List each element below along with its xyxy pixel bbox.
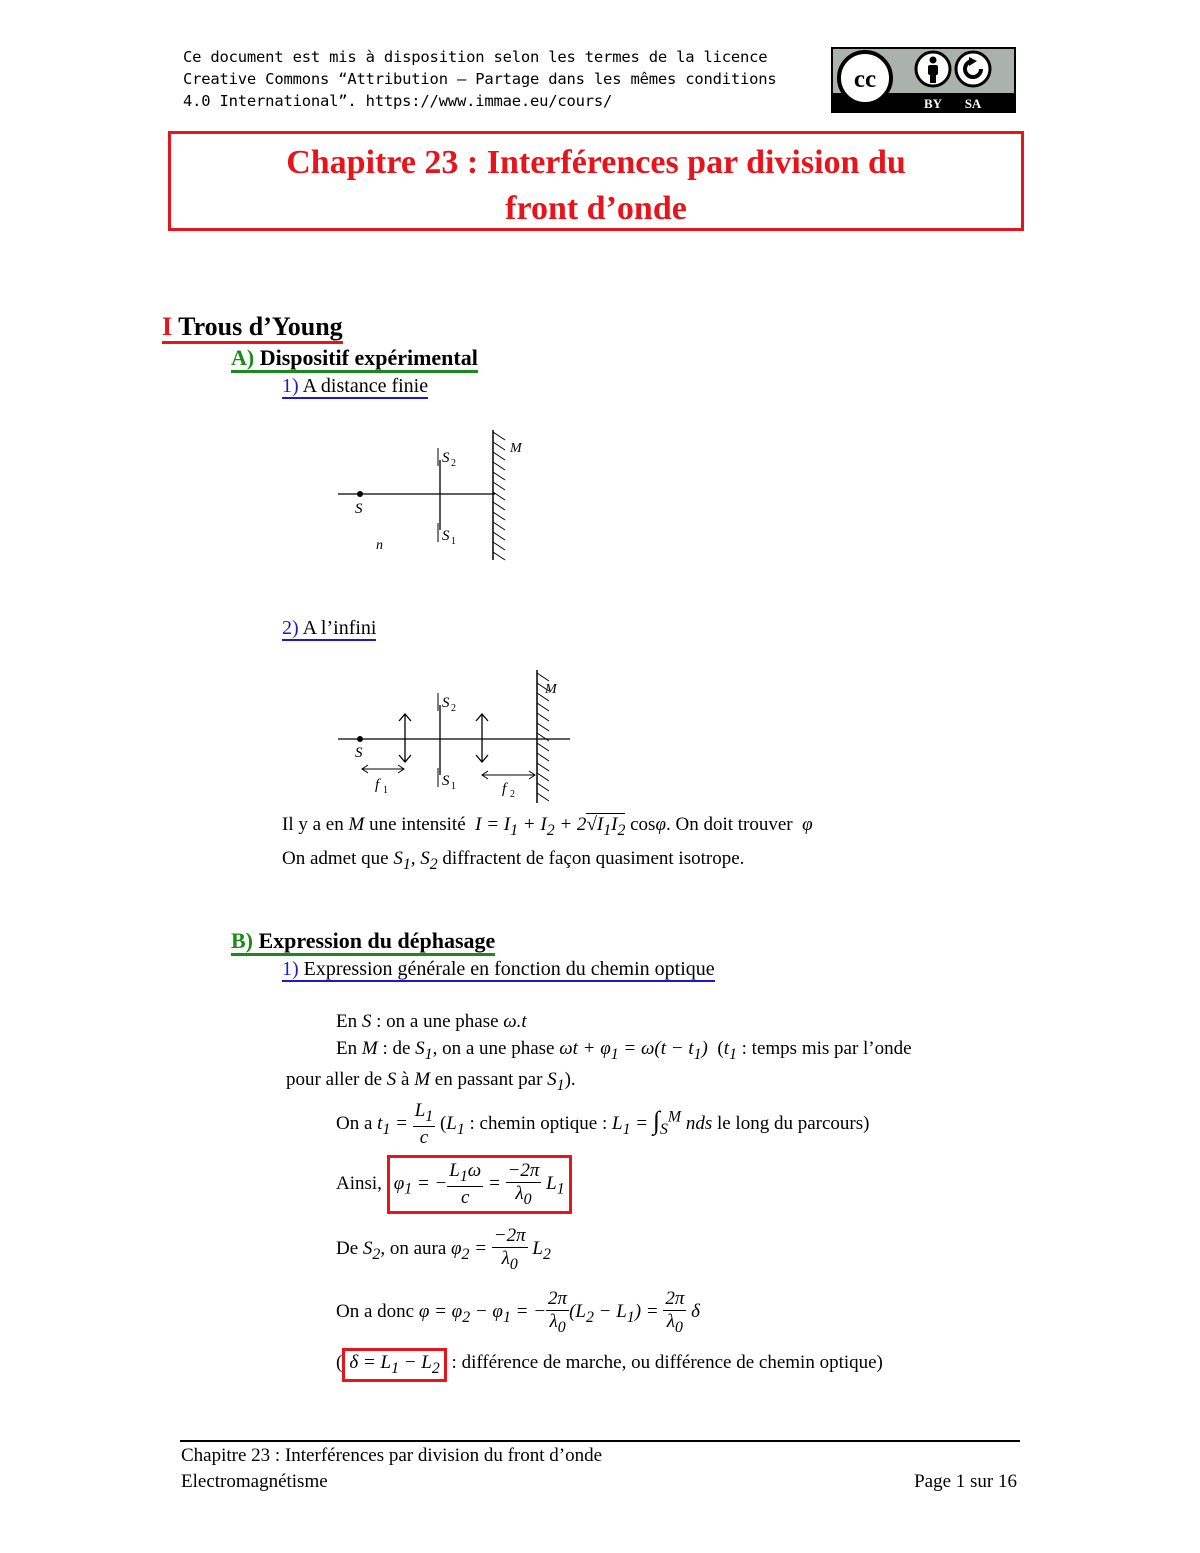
- line-s-b: : on a une phase: [371, 1011, 504, 1032]
- footer-chapter-title: Chapitre 23 : Interférences par division du front d’onde: [181, 1445, 603, 1466]
- sa-share-icon: [956, 52, 990, 86]
- section-1-heading: [162, 312, 343, 342]
- line-t-b: : chemin optique :: [464, 1112, 612, 1134]
- line-s-point: S: [361, 1011, 372, 1032]
- subsection-b1-title: Expression générale en fonction du chemin optique: [303, 958, 715, 980]
- cc-by-sa-badge: [831, 47, 1016, 113]
- fig2-label-s: S: [355, 745, 363, 761]
- line-delta-a: (: [336, 1352, 343, 1373]
- fig2-label-f2-sub: 2: [510, 789, 515, 800]
- fig2-label-m: M: [545, 682, 557, 697]
- para1-point-m: M: [348, 814, 365, 835]
- fig2-label-s2: S: [442, 695, 450, 711]
- phase-at-m-line-2: pour aller de S à M en passant par $S_1$).: [286, 1069, 576, 1094]
- footer-page-number: Page 1 sur 16: [914, 1471, 1017, 1492]
- license-line-3: 4.0 International”. https://www.immae.eu/cours/: [183, 92, 613, 110]
- line-m-a: En: [336, 1038, 362, 1059]
- young-slits-infinite-diagram: [330, 665, 580, 810]
- intensity-formula: $I = I_1 + I_2 + 2√I_1I_2$ cosφ: [470, 814, 666, 839]
- para1-text-a: Il y a en: [282, 814, 349, 835]
- phase-at-m-line: En M : de $S_1$, on a une phase $\omega t + \varphi_1 = \omega(t - t_1)$ ($t_1$ : temps mis par l’onde: [336, 1038, 912, 1063]
- fig2-label-s2-sub: 2: [451, 703, 456, 714]
- footer-subject: Electromagnétisme: [181, 1471, 328, 1492]
- fig1-label-s: S: [355, 501, 363, 517]
- para1-text-b: une intensité: [364, 814, 471, 835]
- line-m-point: M: [361, 1038, 378, 1059]
- section-b-title: Expression du déphasage: [258, 928, 496, 953]
- chapter-title-box: [168, 131, 1024, 231]
- phase-phi1-line: [336, 1155, 572, 1214]
- subsection-a1-heading: [282, 375, 428, 398]
- section-a-title: Dispositif expérimental: [259, 345, 478, 370]
- line-s-a: En: [336, 1011, 362, 1032]
- phase-at-s-line: En S : on a une phase ω.t: [336, 1011, 527, 1032]
- fig2-label-f2: f: [502, 781, 507, 797]
- fig2-label-s1-sub: 1: [451, 781, 456, 792]
- sa-label: SA: [964, 96, 982, 111]
- para2-text-b: diffractent de façon quasiment isotrope.: [437, 848, 745, 869]
- young-slits-finite-diagram: [330, 420, 530, 570]
- section-b-heading: [231, 928, 495, 954]
- intensity-paragraph: Il y a en M une intensité $I = I_1 + I_2 + 2√I_1I_2$ cosφ. On doit trouver φ: [282, 814, 813, 839]
- cc-icon-label: cc: [853, 66, 877, 93]
- line-t-c: le long du parcours): [712, 1112, 870, 1134]
- subsection-a2-heading: [282, 617, 376, 640]
- line-m2-s: S: [386, 1069, 397, 1090]
- fig1-label-s2-sub: 2: [451, 458, 456, 469]
- section-a-number: A): [231, 345, 255, 370]
- fig1-label-m: M: [510, 441, 522, 456]
- chapter-title-line-1: Chapitre 23 : Interférences par division du: [286, 144, 906, 181]
- line-de-b: , on aura: [380, 1237, 452, 1259]
- section-1-title: Trous d’Young: [178, 312, 343, 341]
- line-m-b: : de: [377, 1038, 416, 1059]
- section-a-heading: [231, 345, 478, 371]
- phase-phi2-line: De $S_2$, on aura $\varphi_2$ = $\frac{-2\pi}{\lambda_0}$ $L_2$: [336, 1225, 551, 1273]
- line-de-a: De: [336, 1237, 363, 1259]
- fig2-label-s1: S: [442, 773, 450, 789]
- by-label: BY: [923, 96, 943, 111]
- phase-difference-line: On a donc $\varphi = \varphi_2 - \varphi_1$ = − $\frac{2\pi}{\lambda_0}$ $(L_2 - L_1)$ = $\frac{2\pi}{\lambda_0}$ δ: [336, 1288, 700, 1336]
- line-m2-b: à: [396, 1069, 415, 1090]
- para2-text-a: On admet que: [282, 848, 394, 869]
- subsection-a1-number: 1): [282, 375, 299, 397]
- license-line-2: Creative Commons “Attribution – Partage dans les mêmes conditions: [183, 70, 777, 88]
- fig2-label-f1-sub: 1: [383, 785, 388, 796]
- license-line-1: Ce document est mis à disposition selon les termes de la licence: [183, 48, 768, 66]
- line-m-d: : temps mis par l’onde: [736, 1038, 912, 1059]
- subsection-b1-number: 1): [282, 958, 299, 980]
- source-point: [357, 491, 363, 497]
- fig1-label-s1-sub: 1: [451, 536, 456, 547]
- subsection-a2-number: 2): [282, 617, 299, 639]
- path-difference-line: [336, 1348, 883, 1382]
- section-1-number: I: [162, 312, 173, 341]
- delta-boxed-formula: $\delta = L_1 - L_2$: [342, 1348, 446, 1382]
- line-m2-a: pour aller de: [286, 1069, 387, 1090]
- footer-divider: [180, 1440, 1020, 1442]
- isotropic-paragraph: On admet que $S_1$, $S_2$ diffractent de façon quasiment isotrope.: [282, 848, 745, 873]
- source-point: [357, 736, 363, 742]
- subsection-a2-title: A l’infini: [302, 617, 377, 639]
- line-m2-m: M: [414, 1069, 431, 1090]
- optical-path-line: On a $t_1$ = $\frac{L_1}{c}$ ($L_1$ : chemin optique : $L_1 = \int_S^M$ nds le long du parcours): [336, 1100, 870, 1148]
- line-ainsi-a: Ainsi,: [336, 1172, 387, 1194]
- section-b-number: B): [231, 928, 253, 953]
- line-t-a: On a: [336, 1112, 378, 1134]
- fig1-label-s2: S: [442, 450, 450, 466]
- line-m2-c: en passant par: [430, 1069, 548, 1090]
- fig1-label-n: n: [376, 538, 383, 553]
- line-donc-a: On a donc: [336, 1300, 419, 1322]
- chapter-title-line-2: front d’onde: [505, 190, 687, 227]
- fig1-label-s1: S: [442, 528, 450, 544]
- line-m-c: , on a une phase: [432, 1038, 560, 1059]
- para1-text-c: . On doit trouver: [665, 814, 798, 835]
- fig2-label-f1: f: [375, 777, 380, 793]
- line-m2-d: ).: [564, 1069, 576, 1090]
- subsection-a1-title: A distance finie: [302, 375, 429, 397]
- license-text: [183, 46, 777, 112]
- line-delta-b: : différence de marche, ou différence de chemin optique): [446, 1352, 883, 1373]
- phi1-boxed-formula: $\varphi_1$ = − $\frac{L_1\omega}{c}$ = $\frac{-2\pi}{\lambda_0}$ $L_1$: [387, 1155, 572, 1214]
- subsection-b1-heading: [282, 958, 715, 981]
